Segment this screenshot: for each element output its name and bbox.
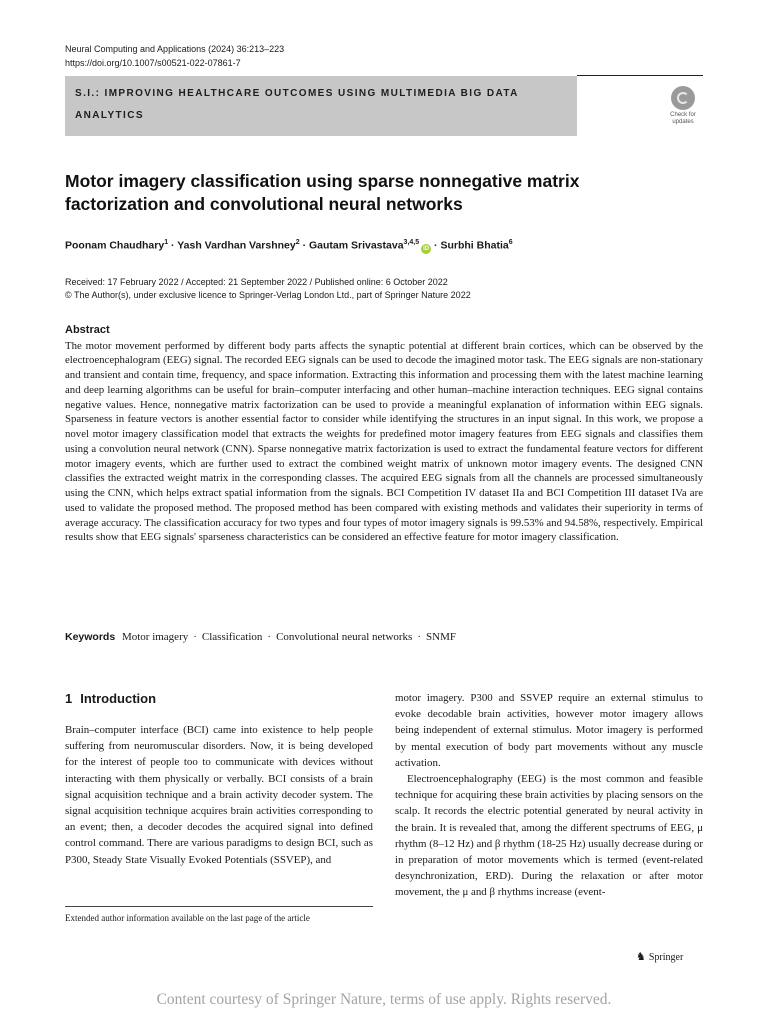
footnote: Extended author information available on the last page of the article — [65, 913, 310, 923]
keywords-line — [65, 630, 456, 645]
copyright-notice: © The Author(s), under exclusive licence to Springer-Verlag London Ltd., part of Springer Nature 2022 — [65, 290, 471, 300]
special-issue-banner — [65, 76, 577, 136]
author-affiliation: 6 — [508, 239, 513, 246]
footnote-rule — [65, 906, 373, 907]
author-separator: · — [302, 239, 307, 252]
author-affiliation: 2 — [295, 239, 300, 246]
author-name[interactable]: Poonam Chaudhary — [65, 239, 165, 252]
keyword: SNMF — [426, 631, 456, 643]
keywords-label: Keywords — [65, 631, 116, 643]
publication-dates: Received: 17 February 2022 / Accepted: 21 September 2022 / Published online: 6 October 2022 — [65, 277, 448, 287]
author-separator: · — [434, 239, 438, 252]
abstract-heading: Abstract — [65, 324, 110, 336]
keyword-separator: · — [417, 631, 422, 643]
author-name[interactable]: Surbhi Bhatia — [440, 239, 509, 252]
springer-horse-icon: ♞ — [636, 951, 646, 963]
keyword: Motor imagery — [121, 631, 189, 643]
keyword: Classification — [201, 631, 263, 643]
abstract-text: The motor movement performed by different body parts affects the synaptic potential at different brain cortices, which can be observed by the electroencephalogram (EEG) signal. The recorded EEG signals can be used to decode the imagined motor task. The EEG signals are non-stationary and transient and contain time, frequency, and space information. Extracting this information and processing them with the latest machine learning and deep learning algorithms can be useful for brain–computer interfacing and other human–machine interaction techniques. EEG signal contains negative values. Hence, nonnegative matrix factorization can be used to provide a meaningful explanation of information within EEG signals. Sparseness in feature vectors is another essential factor to consider while identifying the structures in an input signal. In this work, we propose a novel motor imagery classification model that extracts the weights for predefined motor imagery features from EEG signals and classifies them using a convolution neural network (CNN). Sparse nonnegative matrix factorization is used to extract the fundamental feature vectors for different motor imagery events, which are further used to extract the combined weight matrix of unknown motor imagery events. The designed CNN classifies the extracted weight matrix in the corresponding classes. The acquired EEG signals from all the channels are processed simultaneously using the CNN, which helps extract spatial information from the signals. BCI Competition IV dataset IIa and BCI Competition III dataset IVa are used to validate the proposed method. The proposed method has been compared with existing methods and validates their superiority in terms of average accuracy. The classification accuracy for two types and four types of motor imagery signals is 99.53% and 94.58%, respectively. Empirical results show that EEG signals' sparseness characteristics can be considered an effective feature for motor imagery classification. — [65, 339, 703, 544]
keyword: Convolutional neural networks — [276, 631, 413, 643]
section-heading-introduction — [65, 690, 156, 708]
section-title: Introduction — [80, 691, 157, 706]
publisher-logo — [636, 950, 683, 965]
author-affiliation: 3,4,5 — [403, 239, 420, 246]
publisher-name: Springer — [648, 952, 684, 963]
journal-citation: Neural Computing and Applications (2024) 36:213–223 — [65, 44, 285, 54]
author-name[interactable]: Gautam Srivastava — [308, 239, 404, 252]
author-separator: · — [171, 239, 175, 252]
section-number: 1 — [65, 691, 73, 706]
check-for-updates-badge[interactable] — [663, 86, 703, 126]
author-list — [65, 235, 513, 254]
author-affiliation: 1 — [164, 239, 169, 246]
body-column-right — [395, 690, 703, 901]
orcid-icon[interactable]: iD — [423, 245, 430, 252]
doi-link[interactable]: https://doi.org/10.1007/s00521-022-07861-7 — [65, 58, 241, 68]
header-rule — [577, 75, 703, 76]
courtesy-watermark: Content courtesy of Springer Nature, terms of use apply. Rights reserved. — [156, 991, 612, 1008]
special-issue-label: S.I.: IMPROVING HEALTHCARE OUTCOMES USING MULTIMEDIA BIG DATA ANALYTICS — [75, 88, 519, 121]
author-name[interactable]: Yash Vardhan Varshney — [177, 239, 296, 252]
paper-title: Motor imagery classification using sparse nonnegative matrix factorization and convolutional neural networks — [65, 171, 580, 214]
check-updates-icon — [671, 86, 695, 110]
check-updates-label: Check for updates — [670, 112, 696, 125]
keyword-separator: · — [193, 631, 197, 643]
paragraph: Electroencephalography (EEG) is the most common and feasible technique for acquiring these brain activities by placing sensors on the scalp. It records the electric potential generated by neural activity in the brain. It is revealed that, among the different spectrums of EEG, μ rhythm (8–12 Hz) and β rhythm (18-25 Hz) usually decrease during or in preparation of motor movements which is termed (event-related desynchronization, ERD). During the relaxation or after motor movement, the μ and β rhythms increase (event- — [395, 773, 703, 899]
keyword-separator: · — [267, 631, 272, 643]
paragraph: Brain–computer interface (BCI) came into existence to help people suffering from neuromuscular disorders. Now, it is being developed for the interest of people too to communicate with devices without interacting with them physically or verbally. BCI consists of a brain signal acquisition technique and a brain activity decoder system. The signal acquisition technique acquires brain activities corresponding to an event; then, a decoder decodes the acquired signal into defined control command. There are various paradigms to design BCI, such as P300, Steady State Visually Evoked Potentials (SSVEP), and — [65, 724, 373, 866]
body-column-left — [65, 722, 373, 868]
paragraph: motor imagery. P300 and SSVEP require an external stimulus to evoke decodable brain activities, however motor imagery allows being independent of external stimulus. Motor imagery is performed by mental execution of body part movements without any muscle activation. — [395, 692, 703, 769]
